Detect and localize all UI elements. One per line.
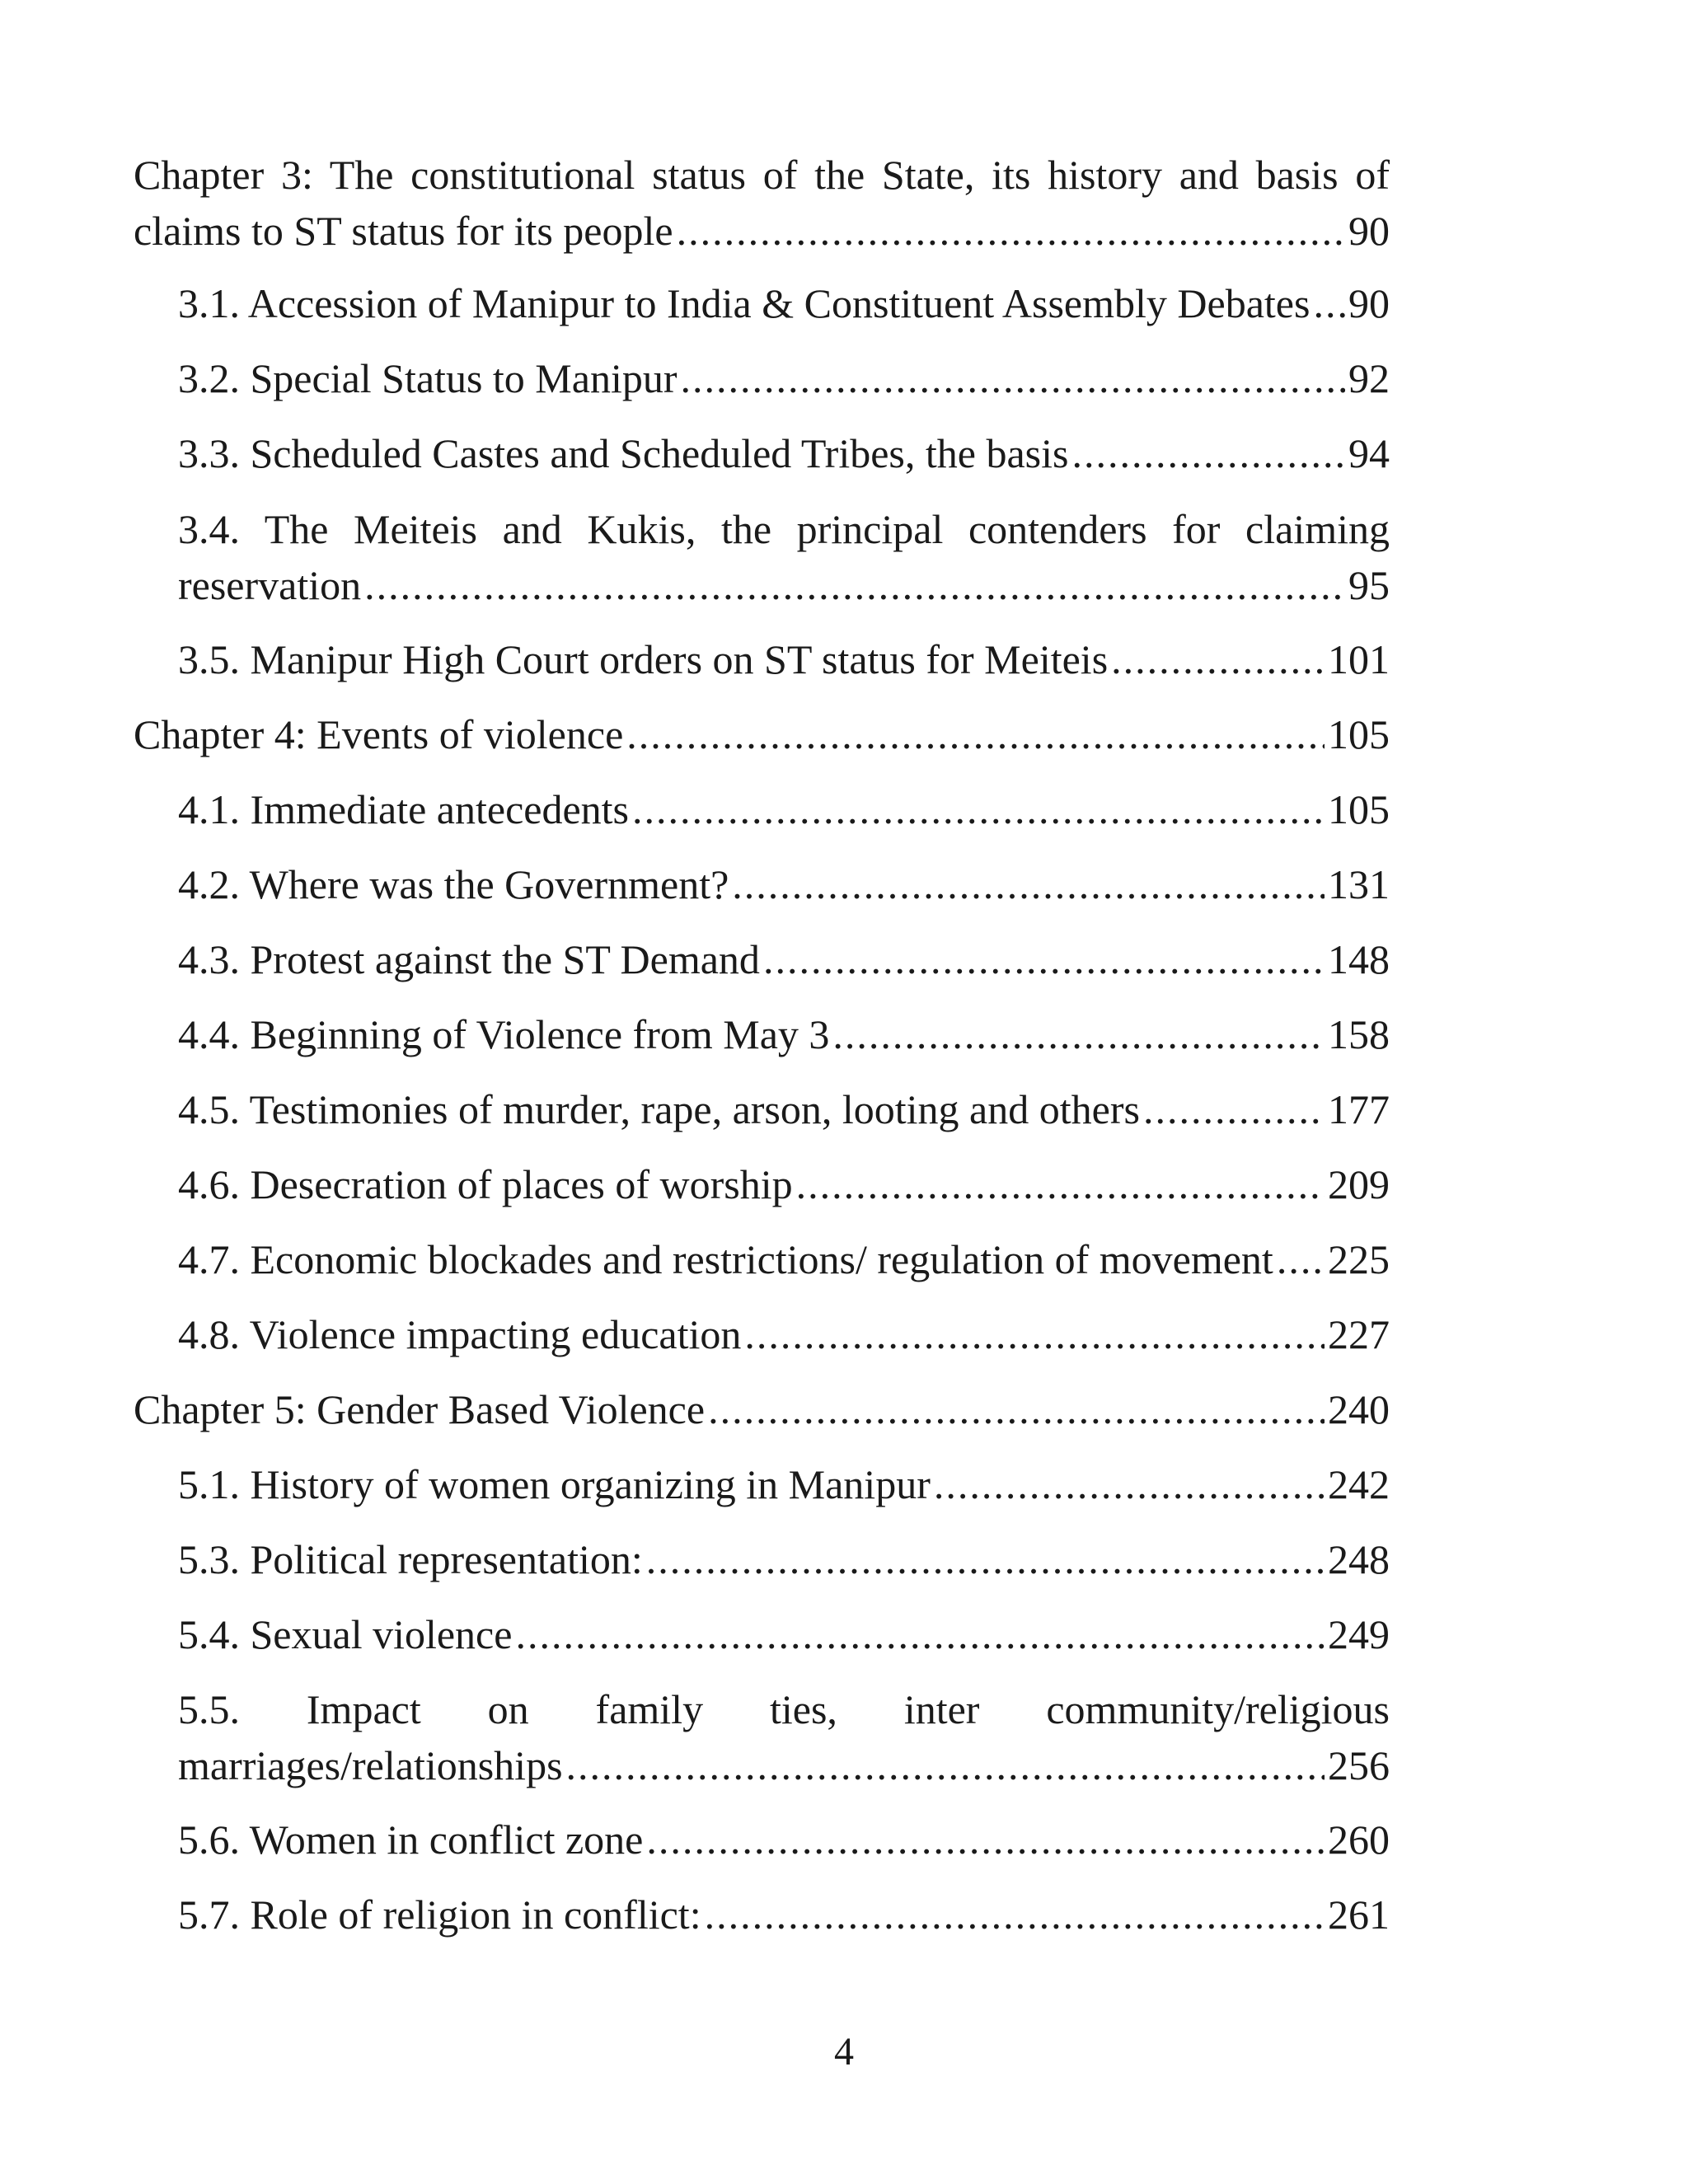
toc-page-number: 260: [1328, 1816, 1390, 1863]
toc-entry-3-1[interactable]: [178, 275, 1390, 331]
dot-leader: [632, 781, 1325, 837]
page-number: 4: [834, 2030, 854, 2074]
toc-entry-title: 5.1. History of women organizing in Manipur: [178, 1461, 931, 1507]
dot-leader: [1143, 1081, 1325, 1137]
toc-entry-title-line: reservation: [178, 562, 362, 608]
toc-entry-title: 4.3. Protest against the ST Demand: [178, 936, 760, 982]
toc-entry-title: Chapter 4: Events of violence: [134, 711, 624, 757]
dot-leader: [705, 1886, 1325, 1943]
toc-page-number: 90: [1348, 280, 1390, 326]
toc-entry-4-4[interactable]: [178, 1006, 1390, 1062]
toc-entry-4-2[interactable]: [178, 856, 1390, 912]
toc-entry-chapter-3[interactable]: [134, 147, 1390, 259]
toc-entry-title: 4.5. Testimonies of murder, rape, arson, looting and others: [178, 1086, 1140, 1132]
toc-page-number: 131: [1328, 861, 1390, 907]
toc-entry-4-8[interactable]: [178, 1306, 1390, 1362]
toc-entry-3-5[interactable]: [178, 631, 1390, 687]
toc-entry-5-5[interactable]: [178, 1681, 1390, 1793]
toc-page-number: 209: [1328, 1161, 1390, 1207]
toc-page-number: 148: [1328, 936, 1390, 982]
dot-leader: [832, 1006, 1325, 1062]
toc-entry-title: Chapter 5: Gender Based Violence: [134, 1386, 706, 1432]
toc-page-number: 261: [1328, 1891, 1390, 1938]
dot-leader: [646, 1811, 1325, 1868]
toc-page-number: 177: [1328, 1086, 1390, 1132]
toc-entry-title: 3.5. Manipur High Court orders on ST status for Meiteis: [178, 636, 1109, 682]
dot-leader: [1277, 1231, 1325, 1287]
toc-page-number: 94: [1348, 430, 1390, 476]
toc-entry-5-7[interactable]: [178, 1886, 1390, 1943]
toc-page-number: 225: [1328, 1236, 1390, 1282]
toc-entry-4-7[interactable]: [178, 1231, 1390, 1287]
toc-page-number: 249: [1328, 1611, 1390, 1657]
toc-entry-title: 5.3. Political representation:: [178, 1536, 643, 1582]
toc-entry-title: 4.1. Immediate antecedents: [178, 786, 629, 832]
toc-page-number: 256: [1328, 1742, 1390, 1788]
toc-entry-title: 4.2. Where was the Government?: [178, 861, 729, 907]
toc-entry-4-1[interactable]: [178, 781, 1390, 837]
toc-entry-chapter-5[interactable]: [134, 1381, 1390, 1437]
toc-page-number: 240: [1328, 1386, 1390, 1432]
toc-entry-5-4[interactable]: [178, 1606, 1390, 1662]
toc-entry-title: 3.3. Scheduled Castes and Scheduled Tribes, the basis: [178, 430, 1069, 476]
dot-leader: [566, 1737, 1325, 1793]
toc-entry-5-3[interactable]: [178, 1531, 1390, 1587]
toc-page-number: 105: [1328, 711, 1390, 757]
toc-entry-3-3[interactable]: [178, 425, 1390, 481]
toc-page-number: 95: [1348, 562, 1390, 608]
dot-leader: [934, 1456, 1325, 1512]
dot-leader: [626, 706, 1325, 762]
toc-page-number: 227: [1328, 1311, 1390, 1357]
toc-entry-4-6[interactable]: [178, 1156, 1390, 1212]
dot-leader: [796, 1156, 1325, 1212]
toc-entry-title: 4.7. Economic blockades and restrictions/ regulation of movement: [178, 1236, 1273, 1282]
toc-page-number: 158: [1328, 1011, 1390, 1057]
toc-page-number: 105: [1328, 786, 1390, 832]
toc-page-number: 248: [1328, 1536, 1390, 1582]
dot-leader: [646, 1531, 1325, 1587]
dot-leader: [1313, 275, 1345, 331]
toc-entry-chapter-4[interactable]: [134, 706, 1390, 762]
toc-entry-title: 5.7. Role of religion in conflict:: [178, 1891, 701, 1938]
toc-entry-title: 4.4. Beginning of Violence from May 3: [178, 1011, 830, 1057]
toc-entry-title: 5.6. Women in conflict zone: [178, 1816, 644, 1863]
toc-entry-3-4[interactable]: [178, 501, 1390, 613]
toc-entry-title: 3.1. Accession of Manipur to India & Constituent Assembly Debates: [178, 280, 1311, 326]
toc-entry-4-5[interactable]: [178, 1081, 1390, 1137]
dot-leader: [763, 931, 1325, 987]
dot-leader: [515, 1606, 1325, 1662]
dot-leader: [708, 1381, 1325, 1437]
dot-leader: [744, 1306, 1325, 1362]
dot-leader: [364, 557, 1345, 613]
toc-entry-title: 3.2. Special Status to Manipur: [178, 355, 678, 401]
toc-entry-title: 4.6. Desecration of places of worship: [178, 1161, 793, 1207]
dot-leader: [677, 203, 1345, 259]
dot-leader: [1111, 631, 1325, 687]
toc-entry-5-1[interactable]: [178, 1456, 1390, 1512]
toc-entry-4-3[interactable]: [178, 931, 1390, 987]
toc-page-number: 242: [1328, 1461, 1390, 1507]
toc-page-number: 92: [1348, 355, 1390, 401]
toc-entry-5-6[interactable]: [178, 1811, 1390, 1868]
dot-leader: [732, 856, 1325, 912]
dot-leader: [681, 350, 1346, 406]
toc-entry-title-line: claims to ST status for its people: [134, 208, 673, 254]
toc-entry-title-line: 3.4. The Meiteis and Kukis, the principal contenders for claiming: [178, 506, 1390, 552]
dot-leader: [1071, 425, 1345, 481]
toc-page-number: 90: [1348, 208, 1390, 254]
toc-entry-title-line: 5.5. Impact on family ties, inter community/religious: [178, 1686, 1390, 1732]
toc-entry-3-2[interactable]: [178, 350, 1390, 406]
toc-page-number: 101: [1328, 636, 1390, 682]
toc-entry-title-line: Chapter 3: The constitutional status of the State, its history and basis of: [134, 152, 1390, 198]
toc-entry-title: 5.4. Sexual violence: [178, 1611, 513, 1657]
toc-entry-title: 4.8. Violence impacting education: [178, 1311, 742, 1357]
toc-entry-title-line: marriages/relationships: [178, 1742, 563, 1788]
